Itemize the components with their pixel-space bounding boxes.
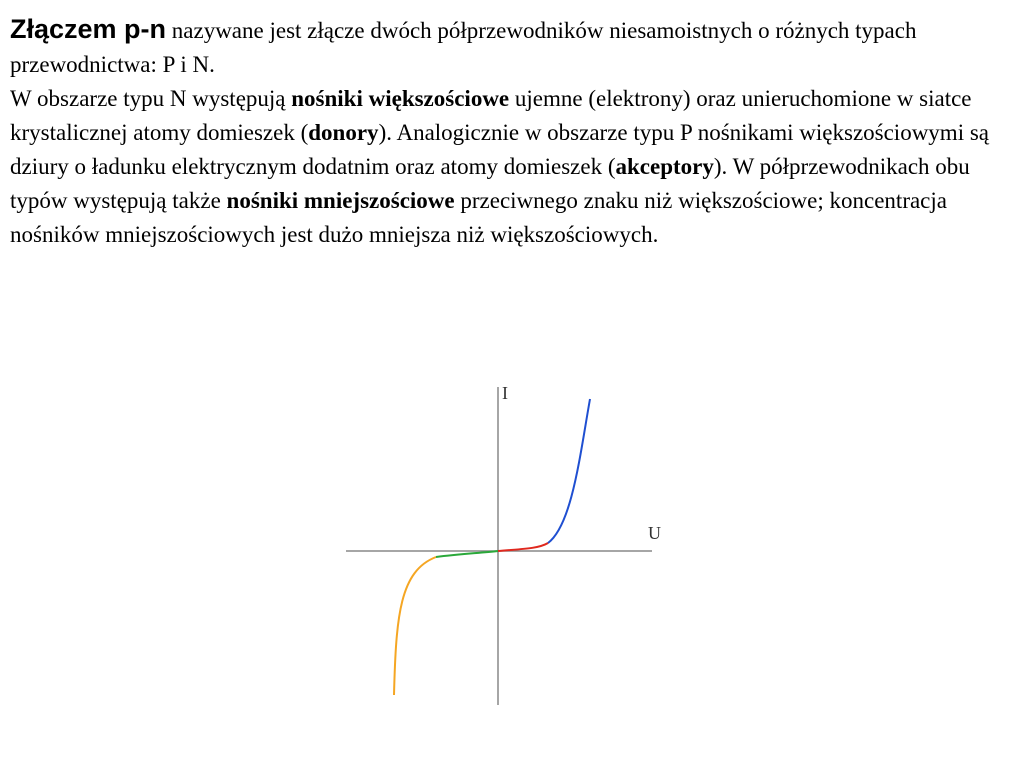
iv-characteristic-figure — [340, 375, 670, 715]
carriers-text-2: ujemne (elektrony) oraz unieruchomione w siatce krystalicznej atomy domieszek ( — [10, 86, 972, 145]
paragraph-carriers — [10, 82, 1010, 252]
term-acceptors: akceptory — [615, 154, 714, 179]
term-majority-carriers: nośniki większościowe — [291, 86, 510, 111]
term-donors: donory — [308, 120, 379, 145]
x-axis-label: U — [648, 523, 661, 543]
iv-characteristic-svg — [340, 375, 670, 715]
carriers-text-3: ). Analogicznie w obszarze typu P nośnikami większościowymi są dziury o ładunku elektrycznym dodatnim oraz atomy domieszek ( — [10, 120, 989, 179]
breakdown-curve — [394, 557, 436, 695]
forward-bias-low-curve — [498, 543, 548, 551]
carriers-text-4: ). W półprzewodnikach obu typów występują także — [10, 154, 970, 213]
reverse-bias-curve — [436, 551, 498, 557]
term-pn-junction: Złączem p-n — [10, 14, 167, 44]
y-axis-label: I — [502, 383, 508, 403]
term-minority-carriers: nośniki mniejszościowe — [226, 188, 455, 213]
carriers-text-5: przeciwnego znaku niż większościowe; koncentracja nośników mniejszościowych jest dużo mniejsza niż większościowych. — [10, 188, 947, 247]
definition-text: nazywane jest złącze dwóch półprzewodników niesamoistnych o różnych typach przewodnictwa: P i N. — [10, 18, 917, 77]
slide-text — [10, 12, 1010, 252]
carriers-text-1: W obszarze typu N występują — [10, 86, 292, 111]
forward-bias-high-curve — [548, 399, 590, 543]
paragraph-definition — [10, 12, 1010, 82]
